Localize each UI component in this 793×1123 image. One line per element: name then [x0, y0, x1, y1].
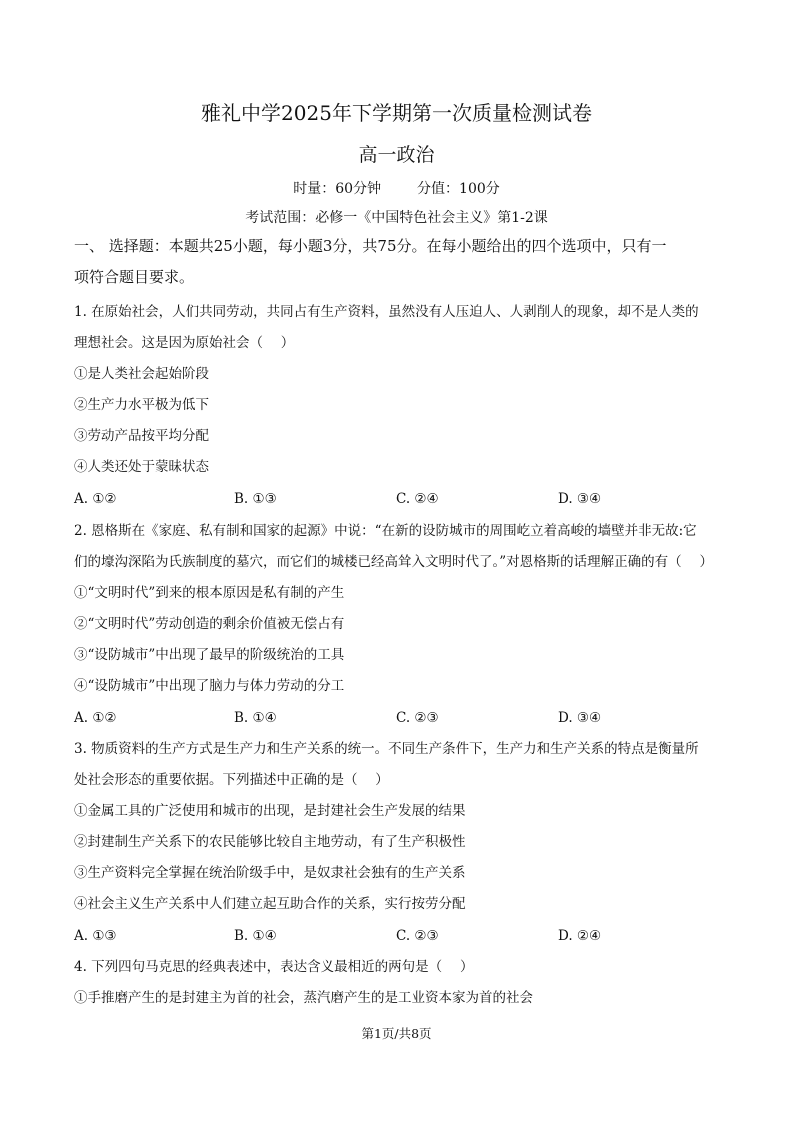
- option-d[interactable]: D. ③④: [558, 710, 602, 726]
- statement-item: ④社会主义生产关系中人们建立起互助合作的关系，实行按劳分配: [74, 896, 466, 912]
- question-stem-line: 理想社会。这是因为原始社会（ ）: [74, 335, 295, 351]
- option-b[interactable]: B. ①④: [234, 710, 277, 726]
- question-stem-line: 3. 物质资料的生产方式是生产力和生产关系的统一。不同生产条件下，生产力和生产关系的特点是衡量所: [74, 741, 699, 757]
- option-b[interactable]: B. ①④: [234, 928, 277, 944]
- option-a[interactable]: A. ①②: [74, 710, 117, 726]
- option-d[interactable]: D. ③④: [558, 491, 602, 507]
- answer-options: [74, 710, 634, 728]
- question-stem-line: 处社会形态的重要依据。下列描述中正确的是（ ）: [74, 772, 389, 788]
- statement-item: ④人类还处于蒙昧状态: [74, 459, 209, 475]
- page-footer: 第1页/共8页: [361, 1026, 432, 1041]
- exam-time: 时量：60分钟: [293, 181, 382, 197]
- answer-options: [74, 928, 634, 946]
- exam-subject: 高一政治: [358, 144, 435, 166]
- statement-item: ①“文明时代”到来的根本原因是私有制的产生: [74, 585, 345, 601]
- statement-item: ③生产资料完全掌握在统治阶级手中，是奴隶社会独有的生产关系: [74, 865, 466, 881]
- option-c[interactable]: C. ②③: [396, 928, 439, 944]
- option-c[interactable]: C. ②④: [396, 491, 439, 507]
- exam-score: 分值：100分: [417, 181, 500, 197]
- option-a[interactable]: A. ①③: [74, 928, 117, 944]
- section-heading-line-2: 项符合题目要求。: [74, 268, 195, 286]
- answer-options: [74, 491, 634, 509]
- exam-meta: [0, 178, 793, 198]
- statement-item: ②封建制生产关系下的农民能够比较自主地劳动，有了生产积极性: [74, 834, 466, 850]
- statement-item: ③劳动产品按平均分配: [74, 428, 209, 444]
- statement-item: ①手推磨产生的是封建主为首的社会，蒸汽磨产生的是工业资本家为首的社会: [74, 990, 533, 1006]
- option-c[interactable]: C. ②③: [396, 710, 439, 726]
- statement-item: ③“设防城市”中出现了最早的阶级统治的工具: [74, 647, 345, 663]
- question-stem-line: 4. 下列四句马克思的经典表述中，表达含义最相近的两句是（ ）: [74, 959, 474, 975]
- question-stem-line: 2. 恩格斯在《家庭、私有制和国家的起源》中说：“在新的设防城市的周围屹立着高峻的墙壁并非无故:它: [74, 523, 697, 539]
- statement-item: ①金属工具的广泛使用和城市的出现，是封建社会生产发展的结果: [74, 803, 466, 819]
- statement-item: ②“文明时代”劳动创造的剩余价值被无偿占有: [74, 616, 345, 632]
- statement-item: ②生产力水平极为低下: [74, 397, 209, 413]
- section-heading-line-1: 一、 选择题：本题共25小题，每小题3分，共75分。在每小题给出的四个选项中，只有一: [74, 237, 667, 255]
- option-a[interactable]: A. ①②: [74, 491, 117, 507]
- option-b[interactable]: B. ①③: [234, 491, 277, 507]
- exam-scope: 考试范围：必修一《中国特色社会主义》第1-2课: [245, 210, 548, 226]
- statement-item: ①是人类社会起始阶段: [74, 366, 209, 382]
- statement-item: ④“设防城市”中出现了脑力与体力劳动的分工: [74, 678, 345, 694]
- option-d[interactable]: D. ②④: [558, 928, 602, 944]
- question-stem-line: 们的壕沟深陷为氏族制度的墓穴，而它们的城楼已经高耸入文明时代了。”对恩格斯的话理解正确的有（ ）: [74, 554, 713, 570]
- exam-title: 雅礼中学2025年下学期第一次质量检测试卷: [201, 101, 592, 125]
- question-stem-line: 1. 在原始社会，人们共同劳动，共同占有生产资料，虽然没有人压迫人、人剥削人的现象，却不是人类的: [74, 304, 699, 320]
